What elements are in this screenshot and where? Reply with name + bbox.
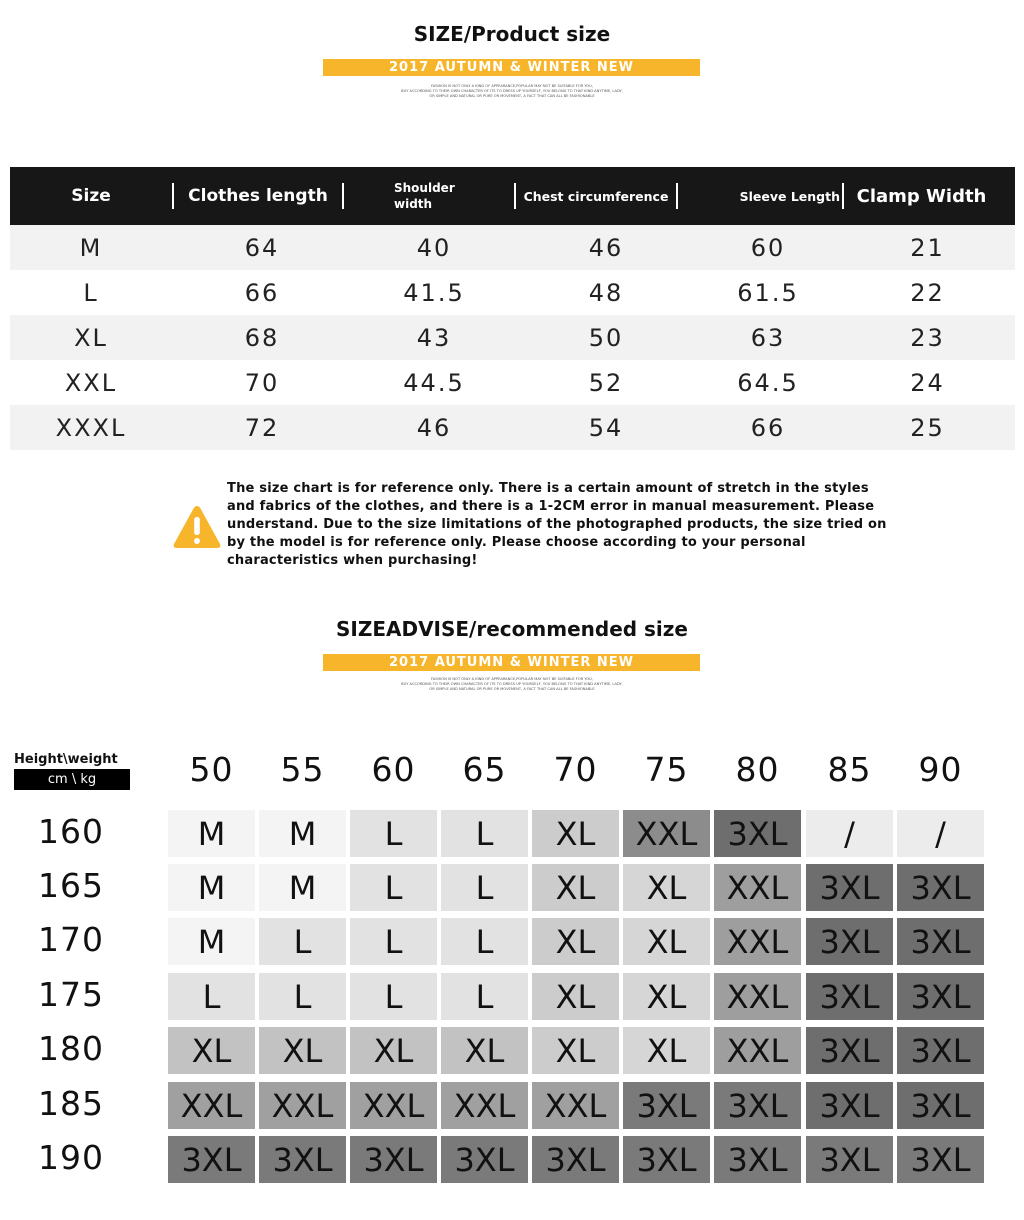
size-cell: XXL	[714, 973, 801, 1020]
size-cell: L	[350, 864, 437, 911]
size-cell: L	[441, 918, 528, 965]
size-cell: 3XL	[806, 864, 893, 911]
height-weight-label: Height\weight	[14, 752, 118, 767]
fine-print-line: OR SIMPLE AND NATURAL OR PURE OR MOVEMENT, A FACT THAT CAN ALL BE FASHIONABLE	[429, 94, 595, 98]
cell-chest: 48	[588, 278, 624, 307]
size-cell: 3XL	[897, 918, 984, 965]
height-label: 165	[38, 866, 104, 905]
size-cell: L	[350, 973, 437, 1020]
size-cell: 3XL	[441, 1136, 528, 1183]
cell-shoulder-width: 44.5	[403, 368, 465, 397]
cell-shoulder-width: 43	[416, 323, 452, 352]
height-weight-corner	[14, 752, 130, 790]
header-sleeve-length: Sleeve Length	[739, 188, 840, 204]
size-cell: 3XL	[806, 1082, 893, 1129]
fine-print-line: BUY ACCORDING TO THEIR OWN CHARACTER OF ITS TO DRESS UP YOURSELF, YOU BELONG TO THAT KIND ANYTIME, LADY,	[401, 89, 623, 93]
size-cell: XXL	[714, 918, 801, 965]
header-chest-circumference: Chest circumference	[523, 188, 669, 204]
size-cell: 3XL	[897, 864, 984, 911]
size-cell: M	[259, 864, 346, 911]
size-cell: /	[806, 810, 893, 857]
size-cell: 3XL	[806, 918, 893, 965]
cell-sleeve-length: 61.5	[737, 278, 799, 307]
size-cell: L	[350, 918, 437, 965]
size-cell: XL	[168, 1027, 255, 1074]
size-cell: 3XL	[259, 1136, 346, 1183]
size-cell: 3XL	[714, 1082, 801, 1129]
cell-sleeve-length: 63	[750, 323, 786, 352]
size-cell: XL	[532, 810, 619, 857]
header-size: Size	[71, 186, 111, 206]
warning-triangle-icon	[172, 504, 222, 550]
weight-label: 60	[371, 750, 416, 789]
recommended-size-title: SIZEADVISE/recommended size	[335, 617, 688, 641]
cell-clamp-width: 23	[910, 323, 945, 352]
cell-chest: 50	[588, 323, 624, 352]
size-cell: 3XL	[806, 1027, 893, 1074]
size-cell: XXL	[532, 1082, 619, 1129]
size-cell: XXL	[441, 1082, 528, 1129]
size-cell: M	[168, 810, 255, 857]
fine-print-line: FASHION IS NOT ONLY A KIND OF APPEARANCE,POPULAR MAY NOT BE SUITABLE FOR YOU,	[431, 677, 593, 681]
height-label: 185	[38, 1084, 104, 1123]
cell-size: XXXL	[55, 413, 127, 442]
height-label: 160	[38, 812, 104, 851]
size-cell: /	[897, 810, 984, 857]
size-cell: XL	[350, 1027, 437, 1074]
fine-print-line: FASHION IS NOT ONLY A KIND OF APPEARANCE,POPULAR MAY NOT BE SUITABLE FOR YOU,	[431, 84, 593, 88]
header-clamp-width: Clamp Width	[856, 185, 987, 207]
size-cell: M	[259, 810, 346, 857]
size-cell: L	[441, 864, 528, 911]
cell-sleeve-length: 66	[750, 413, 786, 442]
cell-size: L	[83, 278, 99, 307]
size-cell: XL	[259, 1027, 346, 1074]
weight-label: 85	[827, 750, 872, 789]
size-table-header	[10, 167, 1015, 225]
cell-clothes-length: 68	[244, 323, 280, 352]
size-cell: XXL	[259, 1082, 346, 1129]
size-cell: 3XL	[714, 1136, 801, 1183]
size-cell: 3XL	[897, 973, 984, 1020]
weight-label: 80	[735, 750, 780, 789]
weight-label: 55	[280, 750, 325, 789]
table-row	[10, 405, 1015, 450]
height-label: 190	[38, 1138, 104, 1177]
header-shoulder-width-label: Shoulder width	[394, 181, 455, 211]
weight-label: 50	[189, 750, 234, 789]
weight-label: 75	[644, 750, 689, 789]
fine-print	[380, 677, 644, 692]
size-cell: 3XL	[168, 1136, 255, 1183]
unit-label: cm \ kg	[14, 769, 130, 790]
size-cell: 3XL	[897, 1136, 984, 1183]
table-row	[10, 225, 1015, 270]
cell-shoulder-width: 46	[416, 413, 452, 442]
size-cell: M	[168, 864, 255, 911]
cell-clothes-length: 72	[244, 413, 280, 442]
size-cell: L	[259, 918, 346, 965]
size-cell: XL	[532, 918, 619, 965]
cell-size: XL	[74, 323, 108, 352]
size-cell: L	[441, 810, 528, 857]
weight-label: 65	[462, 750, 507, 789]
size-cell: XL	[623, 973, 710, 1020]
size-cell: L	[441, 973, 528, 1020]
cell-clamp-width: 24	[910, 368, 945, 397]
size-cell: XL	[441, 1027, 528, 1074]
size-cell: XL	[532, 973, 619, 1020]
cell-chest: 52	[588, 368, 624, 397]
size-cell: XXL	[714, 864, 801, 911]
cell-clamp-width: 22	[910, 278, 945, 307]
size-cell: XL	[623, 918, 710, 965]
cell-size: M	[79, 233, 103, 262]
header-clothes-length: Clothes length	[188, 186, 328, 206]
height-label: 180	[38, 1029, 104, 1068]
cell-chest: 46	[588, 233, 624, 262]
weight-label: 70	[553, 750, 598, 789]
size-cell: M	[168, 918, 255, 965]
height-label: 170	[38, 920, 104, 959]
fine-print	[380, 84, 644, 99]
size-cell: XXL	[168, 1082, 255, 1129]
table-row	[10, 315, 1015, 360]
size-cell: 3XL	[532, 1136, 619, 1183]
header-shoulder-width	[344, 167, 514, 225]
cell-sleeve-length: 64.5	[737, 368, 799, 397]
cell-clothes-length: 64	[244, 233, 280, 262]
size-cell: XXL	[714, 1027, 801, 1074]
cell-clamp-width: 25	[910, 413, 945, 442]
size-cell: L	[168, 973, 255, 1020]
fine-print-line: BUY ACCORDING TO THEIR OWN CHARACTER OF ITS TO DRESS UP YOURSELF, YOU BELONG TO THAT KIND ANYTIME, LADY,	[401, 682, 623, 686]
size-cell: 3XL	[623, 1136, 710, 1183]
size-table	[10, 167, 1015, 450]
cell-shoulder-width: 41.5	[403, 278, 465, 307]
season-banner: 2017 AUTUMN & WINTER NEW	[323, 59, 700, 76]
size-cell: 3XL	[897, 1082, 984, 1129]
size-cell: L	[350, 810, 437, 857]
cell-clamp-width: 21	[910, 233, 945, 262]
weight-label: 90	[918, 750, 963, 789]
cell-clothes-length: 66	[244, 278, 280, 307]
fine-print-line: OR SIMPLE AND NATURAL OR PURE OR MOVEMENT, A FACT THAT CAN ALL BE FASHIONABLE	[429, 687, 595, 691]
size-note-text: The size chart is for reference only. There is a certain amount of stretch in the styles and fabrics of the clothes, and there is a 1-2CM error in manual measurement. Please understand. Due to the size limitations of the photographed products, the size tried on by the model is for reference only. Please choose according to your personal characteristics when purchasing!	[227, 481, 887, 568]
size-cell: XXL	[623, 810, 710, 857]
cell-sleeve-length: 60	[750, 233, 786, 262]
size-cell: 3XL	[623, 1082, 710, 1129]
cell-chest: 54	[588, 413, 624, 442]
cell-size: XXL	[64, 368, 118, 397]
size-cell: XL	[623, 864, 710, 911]
size-cell: 3XL	[350, 1136, 437, 1183]
size-cell: XL	[532, 1027, 619, 1074]
product-size-title: SIZE/Product size	[413, 22, 611, 46]
table-row	[10, 360, 1015, 405]
size-cell: XL	[532, 864, 619, 911]
cell-shoulder-width: 40	[416, 233, 452, 262]
size-cell: 3XL	[806, 1136, 893, 1183]
cell-clothes-length: 70	[244, 368, 280, 397]
size-cell: 3XL	[714, 810, 801, 857]
height-label: 175	[38, 975, 104, 1014]
size-cell: 3XL	[806, 973, 893, 1020]
size-cell: XXL	[350, 1082, 437, 1129]
table-row	[10, 270, 1015, 315]
size-cell: XL	[623, 1027, 710, 1074]
size-cell: 3XL	[897, 1027, 984, 1074]
size-cell: L	[259, 973, 346, 1020]
season-banner: 2017 AUTUMN & WINTER NEW	[323, 654, 700, 671]
